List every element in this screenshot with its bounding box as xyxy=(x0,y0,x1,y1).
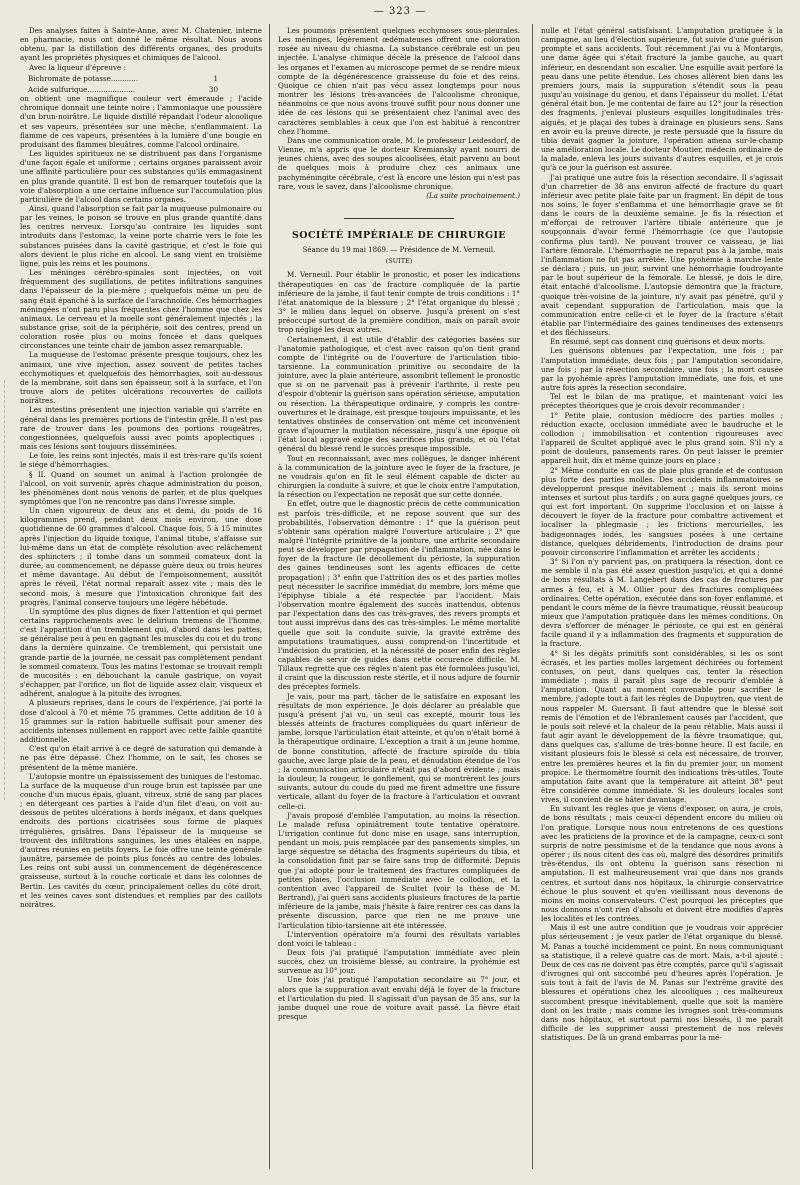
paragraph: § II. Quand on soumet un animal à l'action prolongée de l'alcool, on voit survenir, après chaque administration du poison, les phénomènes dont nous venons de parler, et de plus quelques symptômes que l'on ne rencontre pas dans l'ivresse simple. xyxy=(20,469,262,506)
paragraph: 3° Si l'on n'y parvient pas, on pratiquera la résection, dont ce me semble il n'a pas été assez question jusqu'ici, et qui a donné de bons résultats à M. Langebert dans des cas de fractures par armes à feu, et à M. Ollier pour des fractures compliquées ordinaires. Cette opération, exécutée dans son foyer enflammé, et pendant le cours même de la fièvre traumatique, réussit beaucoup mieux que l'amputation pratiquée dans les mêmes conditions. On devra s'efforcer de ménager le périoste, ce qui est en général facile quand il y a inflammation des fragments et suppuration de la fracture. xyxy=(541,557,783,649)
paragraph: Un chien vigoureux de deux ans et demi, du poids de 16 kilogrammes prend, pendant deux mois environ, une dose quotidienne de 60 grammes d'alcool. Chaque fois, 5 à 15 minutes après l'injection du liquide toxique, l'animal titube, s'affaisse sur lui-même dans un état de complète résolution avec relâchement des sphincters ; il tombe dans un sommeil comateux dont la durée, au commencement, ne dépasse guère deux ou trois heures et même davantage. Au début de l'empoisonnement, aussitôt après le réveil, l'état normal reparaît assez vite ; mais dès le second mois, à mesure que l'intoxication chronique fait des progrès, l'animal conserve toujours une légère hébétude. xyxy=(20,506,262,607)
paragraph: Le foie, les reins sont injectés, mais il est très-rare qu'ils soient le siége d'hémorrhagies. xyxy=(20,451,262,470)
section-title: SOCIÉTÉ IMPÉRIALE DE CHIRURGIE xyxy=(292,229,506,241)
paragraph: En suivant les règles que je viens d'exposer, on aura, je crois, de bons résultats ; mais ceux-ci dépendent encore du milieu où l'on pratique. Lorsque nous nous entretenons de ces questions avec les praticiens de la province et de la campagne, ceux-ci sont surpris de notre pessimisme et de la tendance que nous avons à opérer ; ils nous citent des cas où, malgré des désordres primitifs très-étendus, ils ont obtenu la guérison sans résection ni amputation. Il est malheureusement vrai que dans nos grands centres, et surtout dans nos hôpitaux, la chirurgie conservatrice échoue le plus souvent et qu'en vieillissant nous devenons de moins en moins conservateurs. C'est pourquoi les préceptes que nous donnons n'ont rien d'absolu et doivent être modifiés d'après les localités et les contrées. xyxy=(541,804,783,924)
paragraph: Avec la liqueur d'épreuve : xyxy=(29,62,126,72)
paragraph: C'est qu'on était arrivé à ce degré de saturation qui demande à ne pas être dépassé. Chez l'homme, on le sait, les choses se présentent de la même manière. xyxy=(20,744,262,772)
reagent-name: Acide sulfurique..................... xyxy=(28,84,136,94)
paragraph: Les liquides spiritueux ne se distribuent pas dans l'organisme d'une façon égale et uniforme ; certains organes paraissent avoir une affinité particulière pour ces substances qu'ils emmagasinent en plus grande quantité. Il est bon de remarquer toutefois que la voie d'absorption a une certaine influence sur l'accumulation plus particulière de l'alcool dans certains organes. xyxy=(20,149,262,204)
paragraph: J'avais proposé d'emblée l'amputation, au moins la résection. Le malade refusa opiniâtrement toute tentative opératoire. L'irrigation continue fut donc mise en usage, sans interruption, pendant un mois, puis remplacée par des pansements simples, un large séquestre se détacha des fragments supérieurs du tibia, et la consolidation finit par se faire sans trop de difformité. Depuis que j'ai adopté pour le traitement des fractures compliquées de petites plaies, l'occlusion immédiate avec le collodion, et la contention avec l'appareil de Scultet (voir la thèse de M. Bertrand), j'ai guéri sans accidents plusieurs fractures de la partie inférieure de la jambe, mais j'hésite à faire rentrer ces cas dans la présente discussion, parce que rien ne me prouve une l'articulation tibio-tarsienne ait été intéressée. xyxy=(278,810,520,930)
paragraph: Tout en reconnaissant, avec mes collègues, le danger inhérent à la communication de la jointure avec le foyer de la fracture, je ne voudrais qu'on en fît le seul élément capable de dicter au chirurgien la conduite à suivre, et que le choix entre l'amputation, la résection ou l'expectation ne reposât que sur cette donnée. xyxy=(278,453,520,500)
paragraph: A plusieurs reprises, dans le cours de l'expérience, j'ai porté la dose d'alcool à 70 et même 75 grammes. Cette addition de 10 à 15 grammes sur la ration habituelle suffisait pour amener des accidents intenses nullement en rapport avec cette faible quantité additionnelle. xyxy=(20,698,262,745)
page-number: — 323 — xyxy=(373,6,427,17)
paragraph: 2° Même conduite en cas de plaie plus grande et de contusion plus forte des parties molles. Des accidents inflammatoires se développeront presque inévitablement ; mais ils seront moins intenses et surtout plus tardifs ; on aura gagné quelques jours, ce qui est fort important. On supprime l'occlusion et on laisse à découvert le foyer de la fracture pour combattre activement et localiser la phlegmasie ; les frictions mercurielles, les badigeonnages iodés, les sangsues posées à une certaine distance, quelques débridements, l'introduction de drains pour pouvoir circonscrire l'inflammation et arrêter les accidents ; xyxy=(541,465,783,557)
reagent-value: 1 xyxy=(213,73,218,83)
paragraph: Les guérisons obtenues par l'expectation, une fois ; par l'amputation immédiate, deux fois ; par l'amputation secondaire, une fois ; par la résection secondaire, une fois ; la mort causée par la pyohémie après l'amputation immédiate, une fois, et une autre fois après la résection secondaire. xyxy=(541,346,783,393)
reagent-value: 30 xyxy=(208,84,218,94)
paragraph: Tel est le bilan de ma pratique, et maintenant voici les préceptes théoriques que je crois devoir recommander : xyxy=(541,392,783,411)
paragraph: Les intestins présentent une injection variable qui s'arrête en général dans les premières portions de l'intestin grêle. Il n'est pas rare de trouver dans les poumons des portions rougeâtres, congestionnées, quelquefois aussi avec points apoplectiques ; mais ces lésions sont toujours disséminées. xyxy=(20,405,262,452)
section-divider xyxy=(344,218,454,219)
column-rule-1 xyxy=(269,24,270,1169)
paragraph: 4° Si les dégâts primitifs sont considérables, si les os sont écrasés, et les parties molles largement déchirées ou fortement contuses, on peut, dans quelques cas, tenter la résection immédiate ; mais il paraît plus sage de recourir d'emblée à l'amputation. Quant au moment convenable pour sacrifier le membre, j'adopte tout à fait les règles de Dupuytren, que vient de nous rappeler M. Guersant. Il faut attendre que le blessé soit remis de l'émotion et de l'ébranlement causés par l'accident, que le pouls soit relevé et la chaleur de la peau rétablie. Mais aussi il faut agir avant le développement de la fièvre traumatique, qui, dans quelques cas, s'allume de très-bonne heure. Il est facile, en visitant plusieurs fois le blessé si cela est nécessaire, de trouver, entre les premières heures et la fin du premier jour, un moment propice. Le thermomètre fournit des indications très-utiles. Toute amputation faite avant que la température ait atteint 38° peut être considérée comme immédiate. Si les douleurs locales sont vives, il convient de se hâter davantage. xyxy=(541,648,783,805)
to-be-continued: (La suite prochainement.) xyxy=(426,190,520,200)
paragraph: L'autopsie montre un épaississement des tuniques de l'estomac. La surface de la muqueuse d'un rouge brun est tapissée par une couche d'un mucus épais, gluant, vitreux, strié de sang par places ; en détergeant ces parties à l'aide d'un filet d'eau, on voit au-dessous de petites ulcérations à bords inégaux, et dans quelques endroits des portions cicatrisées sous forme de plaques irrégulières, grisâtres. Dans l'épaisseur de la muqueuse se trouvent des infiltrations sanguines, les unes étalées en nappe, d'autres réunies en petits foyers. Le foie offre une teinte générale jaunâtre, parsemée de points plus foncés au centre des lobules. Les reins ont subi aussi un commencement de dégénérescence graisseuse, surtout à la couche corticale et dans les colonnes de Bertin. Les cavités du cœur, principalement celles du côté droit, et les veines caves sont distendues et remplies par des caillots noirâtres. xyxy=(20,771,262,909)
column-1 xyxy=(20,26,262,1166)
paragraph: La muqueuse de l'estomac présente presque toujours, chez les animaux, une vive injection, assez souvent de petites taches ecchymotiques et quelquefois des hémorrhagies, soit au-dessous de la membrane, soit dans son épaisseur, soit à la surface, et l'on trouve alors de petites ulcérations recouvertes de caillots noirâtres. xyxy=(20,350,262,406)
paragraph: En résumé, sept cas donnent cinq guérisons et deux morts. xyxy=(550,337,766,347)
column-2 xyxy=(278,26,520,1166)
paragraph: M. Verneuil. Pour établir le pronostic, et poser les indications thérapeutiques en cas de fracture compliquée de la partie inférieure de la jambe, il faut tenir compte de trois conditions : 1° l'état anatomique de la blessure ; 2° l'état organique du blessé ; 3° le milieu dans lequel on observe. Jusqu'à présent on s'est préoccupé surtout de la première condition, mais on paraît avoir trop négligé les deux autres. xyxy=(278,270,520,335)
paragraph: En effet, outre que le diagnostic précis de cette communication est parfois très-difficile, et ne repose souvent que sur des probabilités, l'observation démontre : 1° que la guérison peut s'obtenir sans opération malgré l'ouverture articulaire ; 2° que malgré l'intégrité primitive de la jointure, une arthrite secondaire peut se développer par propagation de l'inflammation, née dans le foyer de la fracture (le décollement du périoste, la suppuration des gaines tendineuses sont les agents efficaces de cette propagation) ; 3° enfin que l'attrition des os et des parties molles peut nécessiter le sacrifice immédiat du membre, lors même que l'épiphyse tibiale a été respectée par l'accident. Mais l'observation montre également des succès inattendus, obtenus par l'expectation dans des cas très-graves, des revers prompts et tout aussi imprévus dans des cas très-simples. Le même mortalité quelle que soit la conduite suivie, la gravité extrême des amputations traumatiques, aussi comprend-on l'incertitude et l'indécision du praticien, et la nécessité de poser enfin des règles capables de servir de guides dans cette occurence difficile. M. Tillaux regrette que ces règles n'aient pas été formulées jusqu'ici, il craint que la discussion reste stérile, et il nous adjure de fournir des préceptes formels. xyxy=(278,499,520,692)
reagent-name: Bichromate de potasse............ xyxy=(28,73,139,83)
column-3 xyxy=(541,26,783,1166)
paragraph: Mais il est une autre condition que je voudrais voir apprécier plus sérieusement ; je veux parler de l'état organique du blessé. M. Panas a touché incidemment ce point. En nous communiquant sa statistique, il a relevé quatre cas de mort. Mais, a-t-il ajouté : Deux de ces cas ne doivent pas être comptés, parce qu'il s'agissait d'ivrognes qui ont succombé peu d'heures après l'opération. Je suis tout à fait de l'avis de M. Panas sur l'extrême gravité des blessures et opérations chez les alcooliques ; ces malheureux succombent presque inévitablement, quelle que soit la manière dont on les traite ; mais comme les ivrognes sont très-communs dans nos hôpitaux, et surtout parmi nos blessés, il me paraît difficile de les supprimer aussi prestement de nos relevés statistiques. De là un grand embarras pour la mé- xyxy=(541,923,783,1043)
paragraph: Ainsi, quand l'absorption se fait par la muqueuse pulmonaire ou par les veines, le poison se trouve en plus grande quantité dans les centres nerveux. Lorsqu'au contraire les liquides sont introduits dans l'estomac, la veine porte charrie vers le foie les substances puisées dans la cavité gastrique, et c'est le foie qui alors devient le plus riche en alcool. Le sang vient en troisième ligne, puis les reins et les poumons. xyxy=(20,203,262,268)
paragraph: Dans une communication orale, M. le professeur Leidesdorf, de Vienne, m'a appris que le docteur Kremiansky ayant nourri de jeunes chiens, avec des soupes alcoolisées, était parvenu au bout de quelques mois à produire chez ces animaux une pachyméningite cérébrale, c'est là encore une lésion qui n'est pas rare, vous le savez, dans l'alcoolisme chronique. xyxy=(278,135,520,191)
paragraph: Des analyses faites à Sainte-Anne, avec M. Chatenier, interne en pharmacie, nous ont donné le même résultat. Nous avons obtenu, par la distillation des différents organes, des produits ayant les propriétés physiques et chimiques de l'alcool. xyxy=(20,26,262,63)
paragraph: Les méninges cérébro-spinales sont injectées, on voit fréquemment des sugillations, de petites infiltrations sanguines dans l'épaisseur de la pie-mère ; quelquefois même un peu de sang était épanché à la surface de l'arachnoïde. Ces hémorrhagies méningées n'ont paru plus fréquentes chez l'homme que chez les animaux. Le cerveau et la moelle sont généralement injectés ; la substance grise, soit de la périphérie, soit des centres, prend un coloration rosée plus ou moins foncée et dans quelques circonstances une teinte chair de jambon assez remarquable. xyxy=(20,268,262,351)
paragraph: Je vais, pour ma part, tâcher de le satisfaire en exposant les résultats de mon expérience. Je dois déclarer au préalable que jusqu'à présent j'ai vu, un seul cas excepté, mourir tous les blessés atteints de fractures compliquées du quart inférieur de jambe, lorsque l'articulation était atteinte, et qu'on n'était borné à la thérapeutique ordinaire. L'exception a trait à un jeune homme, de bonne constitution, affecté de fracture spiroïde du tibia gauche, avec large plaie de la peau, et dénudation étendue de l'os ; la communication articulaire n'était pas d'abord évidente ; mais la douleur, la rougeur, le gonflement, qui se montrèrent les jours suivants, autour du coude du pied me firent admettre une fissure verticale, allant du foyer de la fracture à l'articulation et ouvrant celle-ci. xyxy=(278,691,520,811)
paragraph: Deux fois j'ai pratiqué l'amputation immédiate avec plein succès, chez un troisième blessé, au contraire, la pyohémie est survenue au 10° jour. xyxy=(278,948,520,976)
paragraph: Certainement, il est utile d'établir des catégories basées sur l'anatomie pathologique, et c'est avec raison qu'on tient grand compte de l'intégrité ou de l'ouverture de l'articulation tibio-tarsienne. La communication primitive ou secondaire de la jointure, avec la plaie antérieure, assombrit tellement le pronostic que si on ne parvenait pas à prévenir l'arthrite, il reste peu d'espoir d'obtenir la guérison sans opération sérieuse, amputation ou résection. La thérapeutique ordinaire, y compris les contre-ouvertures et le drainage, est presque toujours impuissante, et les tentatives obstinées de conservation ont même cet inconvénient grave d'ajourner la mutilation nécessaire, jusqu'à une époque où l'état local aggravé exige des sacrifices plus grands, et où l'état général du blessé rend le succès presque impossible. xyxy=(278,334,520,454)
paragraph: Un symptôme des plus dignes de fixer l'attention et qui permet certains rapprochements avec le delirium tremens de l'homme, c'est l'apparition d'un tremblement qui, d'abord dans les pattes, se généralise peu à peu en gagnant les muscles du cou et du tronc dans la dernière quinzaine. Ce tremblement, qui persistait une grande partie de la journée, ne cessait pas complètement pendant le sommeil comateux. Tous les matins l'estomac se trouvait rempli de mucosités : en débouchant la canule gastrique, on voyait s'échapper, par l'orifice, un flot de liquide assez clair, visqueux et adhérent, analogue à la pituite des ivrognes. xyxy=(20,606,262,699)
paragraph: 1° Petite plaie, contusion médiocre des parties molles ; réduction exacte, occlusion immédiate avec le baudruche et le collodion ; immobilisation et contention rigoureuses avec l'appareil de Scultet appliqué avec le plus grand soin. S'il n'y a point de douleurs, pansements rares. On peut laisser le premier appareil huit, dix et même quinze jours en place ; xyxy=(541,410,783,466)
session-line: Séance du 19 mai 1869. — Présidence de M. Verneuil. xyxy=(302,246,496,255)
reagent-line xyxy=(28,85,218,94)
column-rule-2 xyxy=(532,24,533,1169)
paragraph: Une fois j'ai pratiqué l'amputation secondaire au 7° jour, et alors que la suppuration avait envahi déjà le foyer de la fracture et l'articulation du pied. Il s'agissait d'un paysan de 35 ans, sur la jambe duquel une roue de voiture avait passé. La fièvre était presque xyxy=(278,975,520,1022)
paragraph: on obtient une magnifique couleur vert émeraude ; l'acide chromique donnait une teinte noire ; l'ammoniaque une poussière d'un brun-noirâtre. Le liquide distillé répandait l'odeur alcoolique et ses vapeurs, présentées sur une mèche, s'enflammaient. La flamme de ces vapeurs, présentées à la lumière d'une bougie en produisant des flammes bleuâtres, comme l'alcool ordinaire. xyxy=(20,94,262,149)
reagent-line xyxy=(28,74,218,83)
margin-binding-mark xyxy=(4,380,13,800)
paragraph: L'intervention opératoire m'a fourni des résultats variables dont voici le tableau : xyxy=(278,929,520,948)
paragraph: J'ai pratiqué une autre fois la résection secondaire. Il s'agissait d'un charretier de 38 ans environ affecté de fracture du quart inférieur avec petite plaie faite par un fragment. En dépit de tous nos soins, le foyer s'enflamma et une hémorrhagie grave se fit dans le cours de la deuxième semaine. Je fis la résection et m'efforçai de retrouver l'artère tibiale antérieure que je soupçonnais d'avoir fermé l'hémorrhagie (ce que l'autopsie confirma plus tard). Ne pouvant trouver ce vaisseau, je liai l'artère fémorale. L'hémorrhagie ne reparut pas à la jambe, mais l'inflammation ne fut pas arrêtée. Une pyohémie à marche lente se déclara ; puis, un jour, survint une hémorrhagie foudroyante par le bout supérieur de la fémorale. Le blessé, je dois le dire, était entaché d'alcoolisme. L'autopsie démontra que la fracture, quoique très-voisine de la jointure, n'y avait pas pénétré, qu'il y avait cependant suppuration de l'articulation, mais que la communication entre celle-ci et le foyer de la fracture s'était établie par l'intermédiaire des gaines tendineuses des extenseurs et des fléchisseurs. xyxy=(541,172,783,338)
continued-label: (SUITE) xyxy=(385,257,413,266)
paragraph: nulle et l'état général satisfaisant. L'amputation pratiquée à la campagne, au lieu d'élection supérieure, fut suivie d'une guérison prompte et sans accidents. Tout récemment j'ai vu à Montargis, une dame âgée qui s'était fracturé la jambe gauche, au quart inférieur, en descendant son escalier. Une esquille avait perforé la peau dans une petite étendue. Les choses allèrent bien dans les premiers jours, mais la suppuration s'étendit sous la peau jusqu'au voisinage du genou, et dans l'épaisseur du mollet. L'état général était bon. Je me contentai de faire au 12° jour la résection des fragments, j'enlevai plusieurs esquilles longitudinales très-aiguës, et je plaçai des tubes à drainage en plusieurs sens. Sans en avoir eu la preuve directe, je reste persuadé que la fissure du tibia devait gagner la jointure, l'opération amena sur-le-champ une amélioration locale. Le docteur Moutier, médecin ordinaire de la malade, enleva les jours suivants d'autres esquilles, et je crois qu'à ce jour la guérison est assurée. xyxy=(541,26,783,173)
paragraph: Les poumons présentent quelques ecchymoses sous-pleurales. Les méninges, légèrement œdémateuses offrent une coloration rosée au niveau du chiasma. La substance cérébrale est un peu injectée. L'analyse chimique décèle la présence de l'alcool dans les organes et l'examen au microscope permet de se rendre mieux compte de la dégénérescence graisseuse du foie et des reins. Quoique ce chien n'ait pas vécu assez longtemps pour nous montrer les lésions très-avancées de l'alcoolisme chronique, néanmoins ce que nous avons trouvé suffit pour nous donner une idée de ces lésions qui se présentaient chez l'animal avec des caractères semblables à ceux que l'on est habitué à rencontrer chez l'homme. xyxy=(278,26,520,136)
